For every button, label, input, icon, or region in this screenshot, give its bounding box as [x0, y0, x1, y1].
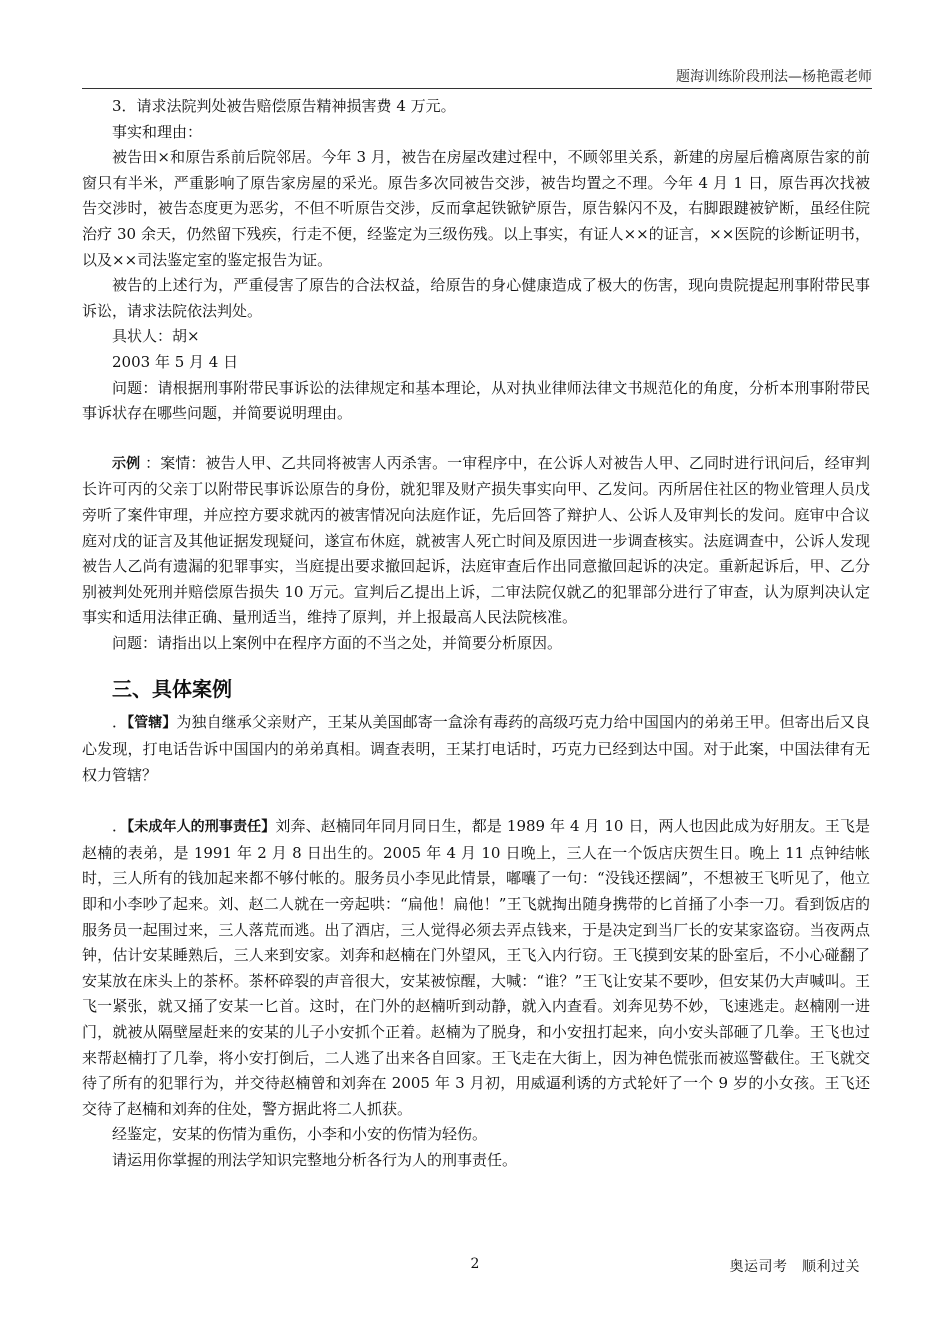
page-number: 2 [470, 1256, 480, 1272]
facts-paragraph-2: 被告的上述行为，严重侵害了原告的合法权益，给原告的身心健康造成了极大的伤害，现向贵院提起刑事附带民事诉讼，请求法院依法判处。 [82, 276, 870, 320]
case-2-question: 请运用你掌握的刑法学知识完整地分析各行为人的刑事责任。 [112, 1150, 518, 1169]
case-1-tag: 【管辖】 [127, 715, 177, 732]
case-1-prefix: ． [112, 713, 128, 732]
facts-paragraph-1: 被告田×和原告系前后院邻居。今年 3 月，被告在房屋改建过程中，不顾邻里关系，新建的房屋后檐离原告家的前窗只有半米，严重影响了原告家房屋的采光。原告多次同被告交涉，被告均置之不理。今年 4 月 1 日，原告再次找被告交涉时，被告态度更为恶劣，不但不听原告交涉，反而拿起铁锨铲原告，原告躲闪不及，右脚跟踺被铲断，虽经住院治疗 30 余天，仍然留下残疾，行走不便，经鉴定为三级伤残。以上事实，有证人××的证言，××医院的诊断证明书，以及××司法鉴定室的鉴定报告为证。 [82, 148, 870, 269]
signer: 具状人：胡× [112, 327, 200, 346]
case-2-tag: 【未成年人的刑事责任】 [127, 819, 276, 836]
document-body [82, 94, 870, 1174]
example-paragraph [82, 451, 870, 631]
footer-slogan: 奥运司考 顺利过关 [729, 1259, 860, 1275]
case-2-prefix: ． [112, 817, 128, 836]
question-2: 问题：请指出以上案例中在程序方面的不当之处，并简要分析原因。 [112, 633, 563, 652]
example-label: 示例 [112, 455, 141, 472]
document-date: 2003 年 5 月 4 日 [112, 352, 239, 371]
case-2-text: 刘奔、赵楠同年同月同日生，都是 1989 年 4 月 10 日，两人也因此成为好朋友。王飞是赵楠的表弟，是 1991 年 2 月 8 日出生的。2005 年 4 月 10 日晚上，三人在一个饭店庆贺生日。晚上 11 点钟结帐时，三人所有的钱加起来都不够付帐的。服务员小李见此情景，嘟囔了一句：“没钱还摆阔”，不想被王飞听见了，他立即和小李吵了起来。刘、赵二人就在一旁起哄：“扁他！扁他！”王飞就掏出随身携带的匕首捅了小李一刀。看到饭店的服务员一起围过来，三人落荒而逃。出了酒店，三人觉得必须去弄点钱来，于是决定到当厂长的安某家盗窃。当夜两点钟，估计安某睡熟后，三人来到安家。刘奔和赵楠在门外望风，王飞入内行窃。王飞摸到安某的卧室后，不小心碰翻了安某放在床头上的茶杯。茶杯碎裂的声音很大，安某被惊醒，大喊：“谁？”王飞让安某不要吵，但安某仍大声喊叫。王飞一紧张，就又捅了安某一匕首。这时，在门外的赵楠听到动静，就入内查看。刘奔见势不妙，飞速逃走。赵楠刚一进门，就被从隔壁屋赶来的安某的儿子小安抓个正着。赵楠为了脱身，和小安扭打起来，向小安头部砸了几拳。王飞也过来帮赵楠打了几拳，将小安打倒后，二人逃了出来各自回家。王飞走在大街上，因为神色慌张而被巡警截住。王飞就交待了所有的犯罪行为，并交待赵楠曾和刘奔在 2005 年 3 月初，用威逼利诱的方式轮奸了一个 9 岁的小女孩。王飞还交待了赵楠和刘奔的住处，警方据此将二人抓获。 [82, 817, 871, 1118]
claim-item-3: 3．请求法院判处被告赔偿原告精神损害费 4 万元。 [112, 97, 456, 115]
case-2 [82, 814, 870, 1122]
case-2-injury: 经鉴定，安某的伤情为重伤，小李和小安的伤情为轻伤。 [112, 1125, 488, 1144]
facts-heading: 事实和理由： [112, 122, 203, 141]
header-rule [82, 88, 872, 89]
case-1-text: 为独自继承父亲财产，王某从美国邮寄一盒涂有毒药的高级巧克力给中国国内的弟弟王甲。但寄出后又良心发现，打电话告诉中国国内的弟弟真相。调查表明，王某打电话时，巧克力已经到达中国。对于此案，中国法律有无权力管辖？ [82, 713, 870, 784]
section-title: 三、具体案例 [112, 677, 232, 702]
case-1 [82, 710, 870, 788]
header-note: 题海训练阶段刑法—杨艳霞老师 [676, 69, 872, 85]
question-1: 问题：请根据刑事附带民事诉讼的法律规定和基本理论，从对执业律师法律文书规范化的角度，分析本刑事附带民事诉状存在哪些问题，并简要说明理由。 [82, 378, 870, 423]
example-text: ：案情：被告人甲、乙共同将被害人丙杀害。一审程序中，在公诉人对被告人甲、乙同时进行讯问后，经审判长许可丙的父亲丁以附带民事诉讼原告的身份，就犯罪及财产损失事实向甲、乙发问。丙所居住社区的物业管理人员戊旁听了案件审理，并应控方要求就丙的被害情况向法庭作证，先后回答了辩护人、公诉人及审判长的发问。庭审中合议庭对戊的证言及其他证据发现疑问，遂宣布休庭，就被害人死亡时间及原因进一步调查核实。法庭调查中，公诉人发现被告人乙尚有遗漏的犯罪事实，当庭提出要求撤回起诉，法庭审查后作出同意撤回起诉的决定。重新起诉后，甲、乙分别被判处死刑并赔偿原告损失 10 万元。宣判后乙提出上诉，二审法院仅就乙的犯罪部分进行了审查，认为原判决认定事实和适用法律正确、量刑适当，维持了原判，并上报最高人民法院核准。 [82, 453, 871, 627]
